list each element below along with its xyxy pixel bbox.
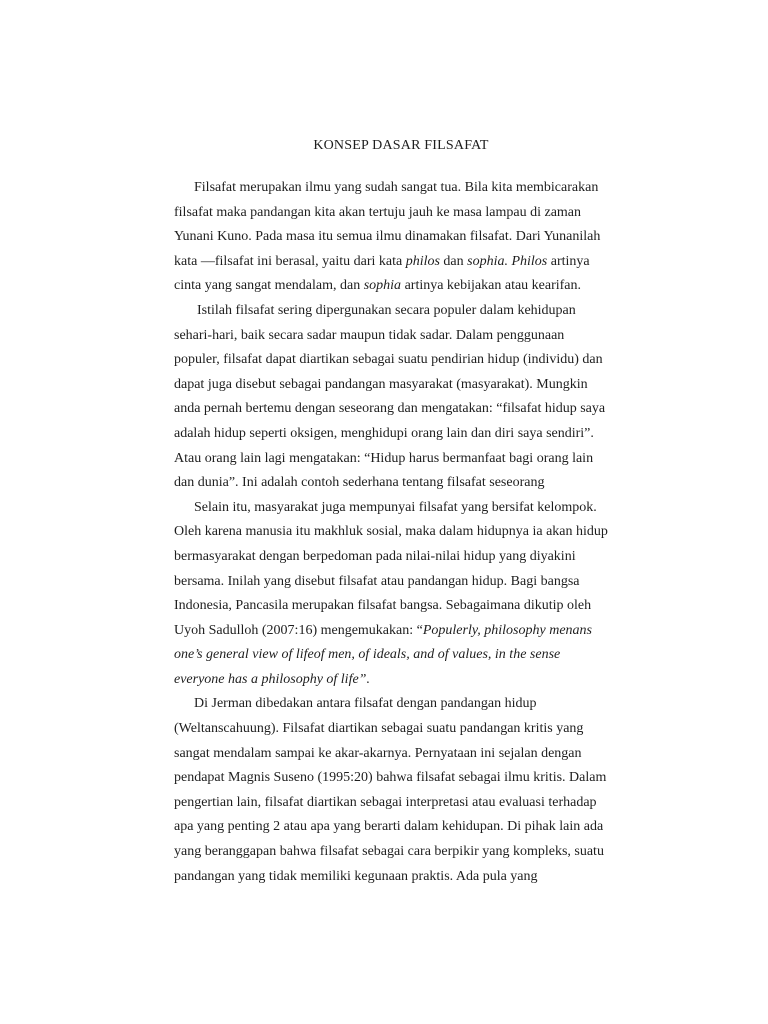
italic-text-segment: sophia [363,278,402,294]
text-segment: populer, filsafat dapat diartikan sebagai suatu pendirian hidup (individu) dan [174,352,603,368]
text-segment: cinta yang sangat mendalam, dan [174,278,364,294]
text-line [174,520,654,545]
italic-text-segment: philos [405,253,440,269]
italic-text-segment: Populerly, philosophy menans [422,622,592,638]
text-line [174,594,654,619]
text-line [174,250,654,275]
text-line [174,397,654,422]
text-segment: kata —filsafat ini berasal, yaitu dari kata [174,253,406,269]
text-segment: (Weltanscahuung). Filsafat diartikan sebagai suatu pandangan kritis yang [174,721,584,737]
text-segment: dan dunia”. Ini adalah contoh sederhana tentang filsafat seseorang [174,475,545,491]
text-segment: Di Jerman dibedakan antara filsafat dengan pandangan hidup [194,696,537,712]
italic-text-segment: everyone has a philosophy of life”. [174,671,370,687]
text-line [174,447,654,472]
text-line [174,201,654,226]
text-segment: apa yang penting 2 atau apa yang berarti dalam kehidupan. Di pihak lain ada [174,819,604,835]
text-segment: Selain itu, masyarakat juga mempunyai filsafat yang bersifat kelompok. [194,499,597,515]
text-segment: pandangan yang tidak memiliki kegunaan praktis. Ada pula yang [174,868,538,884]
text-line [174,815,654,840]
text-line [174,668,654,693]
text-line [174,545,654,570]
text-segment: dan [439,253,468,269]
text-segment: Filsafat merupakan ilmu yang sudah sangat tua. Bila kita membicarakan [194,180,599,195]
text-line [174,766,654,791]
text-line [174,274,654,299]
text-segment: dapat juga disebut sebagai pandangan masyarakat (masyarakat). Mungkin [174,376,588,392]
text-line [174,840,654,865]
text-segment: anda pernah bertemu dengan seseorang dan mengatakan: “filsafat hidup saya [174,401,606,417]
italic-text-segment: sophia. Philos [467,253,548,269]
text-segment: artinya kebijakan atau kearifan. [401,278,582,294]
text-segment: Oleh karena manusia itu makhluk sosial, maka dalam hidupnya ia akan hidup [174,524,608,540]
text-line [174,791,654,816]
text-line [174,496,654,521]
text-line [174,225,654,250]
text-line [174,373,654,398]
text-segment: Indonesia, Pancasila merupakan filsafat bangsa. Sebagaimana dikutip oleh [174,598,592,614]
text-segment: pendapat Magnis Suseno (1995:20) bahwa filsafat sebagai ilmu kritis. Dalam [174,770,607,786]
italic-text-segment: one’s general view of lifeof men, of ideals, and of values, in the sense [174,647,561,663]
text-line [174,176,654,201]
text-segment: bermasyarakat dengan berpedoman pada nilai-nilai hidup yang diyakini [174,548,576,564]
text-line [174,422,654,447]
text-line [174,865,654,890]
text-line [174,643,654,668]
text-line [174,692,654,717]
text-segment: sangat mendalam sampai ke akar-akarnya. Pernyataan ini sejalan dengan [174,745,582,761]
text-segment: Uyoh Sadulloh (2007:16) mengemukakan: “ [174,622,423,638]
text-line [174,717,654,742]
text-line [174,324,654,349]
text-segment: artinya [547,253,590,269]
text-segment: bersama. Inilah yang disebut filsafat atau pandangan hidup. Bagi bangsa [174,573,580,589]
text-segment: pengertian lain, filsafat diartikan sebagai interpretasi atau evaluasi terhadap [174,794,597,810]
text-line [174,348,654,373]
text-segment: Atau orang lain lagi mengatakan: “Hidup harus bermanfaat bagi orang lain [174,450,594,466]
document-title: KONSEP DASAR FILSAFAT [313,138,489,153]
text-segment: yang beranggapan bahwa filsafat sebagai cara berpikir yang kompleks, suatu [174,844,604,860]
text-line [174,299,654,324]
text-segment: Yunani Kuno. Pada masa itu semua ilmu dinamakan filsafat. Dari Yunanilah [174,229,601,245]
text-segment: filsafat maka pandangan kita akan tertuju jauh ke masa lampau di zaman [174,204,582,220]
text-segment: adalah hidup seperti oksigen, menghidupi orang lain dan diri saya sendiri”. [174,425,594,441]
text-line [174,570,654,595]
text-segment: sehari-hari, baik secara sadar maupun tidak sadar. Dalam penggunaan [174,327,565,343]
text-line [174,471,654,496]
document-body [174,176,654,889]
text-line [174,742,654,767]
text-line [174,619,654,644]
text-segment: Istilah filsafat sering dipergunakan secara populer dalam kehidupan [197,302,576,318]
